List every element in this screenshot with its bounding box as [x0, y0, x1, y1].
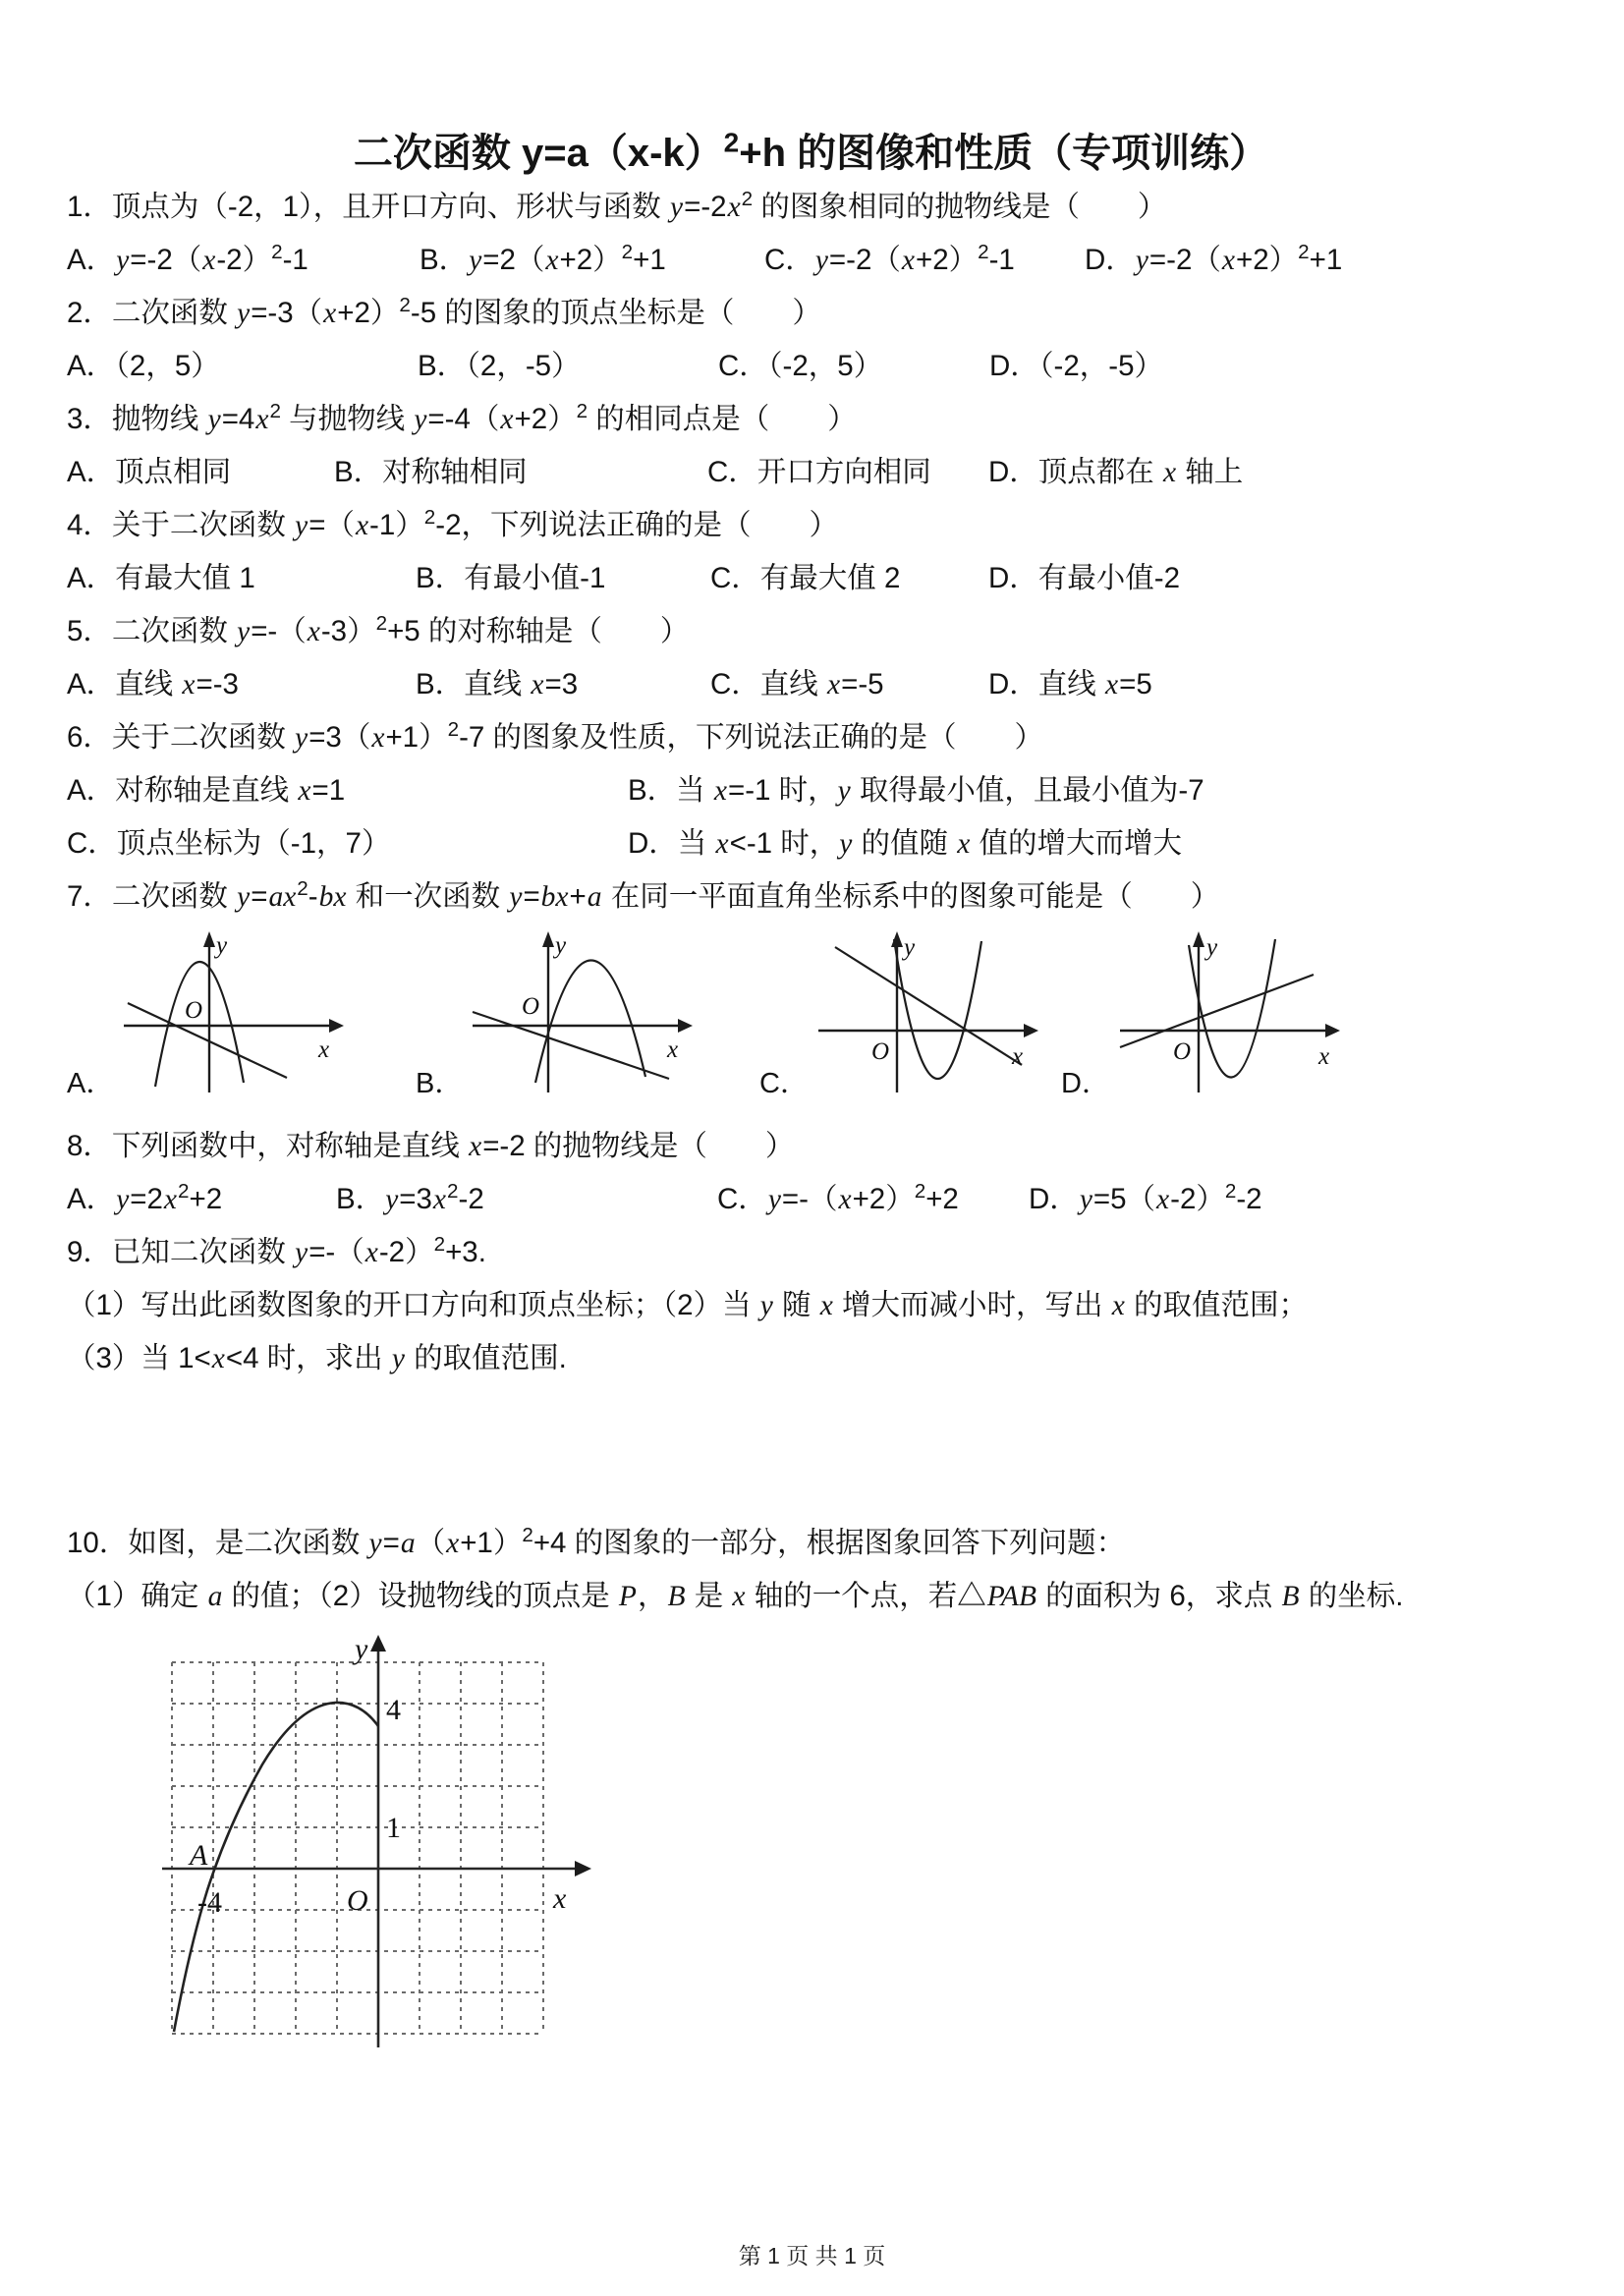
option-a: A．（2，5） — [67, 350, 220, 382]
q7-figure-a — [67, 927, 352, 1099]
option-c: C．$y=-(x+2)^2+2$ — [717, 1180, 959, 1215]
option-c: C．开口方向相同 — [707, 456, 931, 488]
svg-text:y: y — [555, 932, 567, 959]
option-c: C．顶点坐标为（-1，7） — [67, 827, 391, 860]
question-6-options-row2 — [67, 817, 1555, 870]
question-6-options-row1 — [67, 764, 1555, 817]
svg-text:x: x — [318, 1036, 330, 1063]
question-5-options — [67, 658, 1555, 711]
option-d: D．当 x<-1 时，y 的值随 x 值的增大而增大 — [628, 827, 1183, 860]
svg-text:O: O — [522, 993, 540, 1020]
q7-figure-b — [416, 927, 700, 1099]
svg-text:y: y — [903, 934, 916, 961]
question-6-stem: 6．关于二次函数 $y=3(x+1)^2-7$ 的图象及性质，下列说法正确的是（ ） — [67, 718, 1043, 754]
svg-text:x: x — [1317, 1043, 1330, 1070]
option-c: C．直线 x=-5 — [710, 668, 884, 700]
y-tick-1: 1 — [386, 1812, 401, 1844]
option-c: C．$y=-2(x+2)^2-1$ — [764, 241, 1015, 276]
question-7-stem: 7．二次函数 $y=ax^2-bx$ 和一次函数 y=bx+a 在同一平面直角坐标系中的图象可能是（ ） — [67, 877, 1220, 913]
option-c: C．有最大值 2 — [710, 562, 901, 594]
option-b: B．有最小值-1 — [416, 562, 606, 594]
question-9-stem: 9．已知二次函数 $y=-(x-2)^2+3$. — [67, 1233, 486, 1268]
question-9-part12: （1）写出此函数图象的开口方向和顶点坐标；（2）当 y 随 x 增大而减小时，写出 x 的取值范围； — [67, 1289, 1309, 1321]
option-d: D．有最小值-2 — [988, 562, 1181, 594]
point-a-label: A — [190, 1839, 208, 1872]
q7-graph-d-icon — [1112, 927, 1348, 1094]
question-1-stem: 1．顶点为（-2，1），且开口方向、形状与函数 $y=-2x^2$ 的图象相同的抛物线是（ ） — [67, 188, 1167, 223]
question-7-figures — [67, 924, 1555, 1120]
y-tick-4: 4 — [386, 1694, 401, 1726]
svg-text:O: O — [1172, 1038, 1192, 1065]
origin-label: O — [347, 1884, 368, 1917]
option-c: C．（-2，5） — [718, 350, 883, 382]
page-footer: 第 1 页 共 1 页 — [738, 2243, 886, 2268]
q7-graph-c-icon — [811, 927, 1046, 1094]
q7-label-a: A． — [67, 1068, 115, 1099]
option-b: B．当 x=-1 时，y 取得最小值，且最小值为-7 — [628, 774, 1204, 807]
option-b: B．$y=3x^2-2$ — [336, 1180, 484, 1215]
option-d: D．（-2，-5） — [989, 350, 1164, 382]
page-title: 二次函数 $y=a(x-k)^2+h$ 的图像和性质（专项训练） — [353, 127, 1269, 175]
svg-text:y: y — [1205, 934, 1218, 961]
y-axis-label: y — [355, 1633, 368, 1665]
question-5-stem: 5．二次函数 $y=-(x-3)^2+5$ 的对称轴是（ ） — [67, 612, 690, 647]
question-10-stem: 10．如图，是二次函数 $y=a(x+1)^2+4$ 的图象的一部分，根据图象回答下列问题： — [67, 1524, 1126, 1559]
question-2-stem: 2．二次函数 $y=-3(x+2)^2-5$ 的图象的顶点坐标是（ ） — [67, 294, 821, 329]
question-2-options — [67, 340, 1555, 393]
q7-label-b: B． — [416, 1068, 464, 1099]
q7-graph-b-icon — [465, 927, 700, 1094]
option-a: A．有最大值 1 — [67, 562, 255, 594]
question-8-stem: 8．下列函数中，对称轴是直线 x=-2 的抛物线是（ ） — [67, 1130, 795, 1162]
option-a: A．$y=2x^2+2$ — [67, 1180, 223, 1215]
question-10-part12: （1）确定 a 的值；（2）设抛物线的顶点是 P，B 是 x 轴的一个点，若△PAB 的面积为 6，求点 B 的坐标. — [67, 1580, 1404, 1612]
option-b: B．（2，-5） — [418, 350, 581, 382]
q7-figure-d — [1061, 927, 1348, 1099]
x-axis-label: x — [553, 1882, 567, 1915]
svg-text:x: x — [1011, 1043, 1024, 1070]
question-8-options — [67, 1173, 1555, 1226]
option-a: A．对称轴是直线 x=1 — [67, 774, 346, 807]
option-a: A．顶点相同 — [67, 456, 232, 488]
question-4-options — [67, 552, 1555, 605]
option-b: B．对称轴相同 — [334, 456, 528, 488]
option-a: A．直线 x=-3 — [67, 668, 239, 700]
option-d: D．直线 x=5 — [988, 668, 1152, 700]
question-1-options — [67, 234, 1555, 287]
svg-text:O: O — [870, 1038, 890, 1065]
q7-figure-c — [759, 927, 1046, 1099]
option-b: B．直线 x=3 — [416, 668, 579, 700]
q7-label-c: C． — [759, 1068, 809, 1099]
q7-label-d: D． — [1061, 1068, 1110, 1099]
svg-text:y: y — [216, 932, 228, 959]
option-a: A．$y=-2(x-2)^2-1$ — [67, 241, 308, 276]
q10-parabola-figure — [152, 1623, 604, 2055]
option-d: D．顶点都在 x 轴上 — [988, 456, 1244, 488]
question-4-stem: 4．关于二次函数 $y=(x-1)^2-2$，下列说法正确的是（ ） — [67, 506, 838, 541]
option-d: D．$y=5(x-2)^2-2$ — [1029, 1180, 1262, 1215]
svg-text:O: O — [185, 997, 203, 1024]
x-tick-neg4: -4 — [197, 1886, 222, 1919]
svg-text:x: x — [667, 1036, 679, 1063]
blank-work-space — [67, 1385, 1555, 1517]
question-3-options — [67, 446, 1555, 499]
option-b: B．$y=2(x+2)^2+1$ — [420, 241, 666, 276]
option-d: D．$y=-2(x+2)^2+1$ — [1085, 241, 1343, 276]
q7-graph-a-icon — [116, 927, 352, 1094]
question-9-part3: （3）当 1<x<4 时，求出 y 的取值范围. — [67, 1342, 567, 1374]
question-3-stem: 3．抛物线 $y=4x^2$ 与抛物线 $y=-4(x+2)^2$ 的相同点是（ ） — [67, 400, 857, 435]
